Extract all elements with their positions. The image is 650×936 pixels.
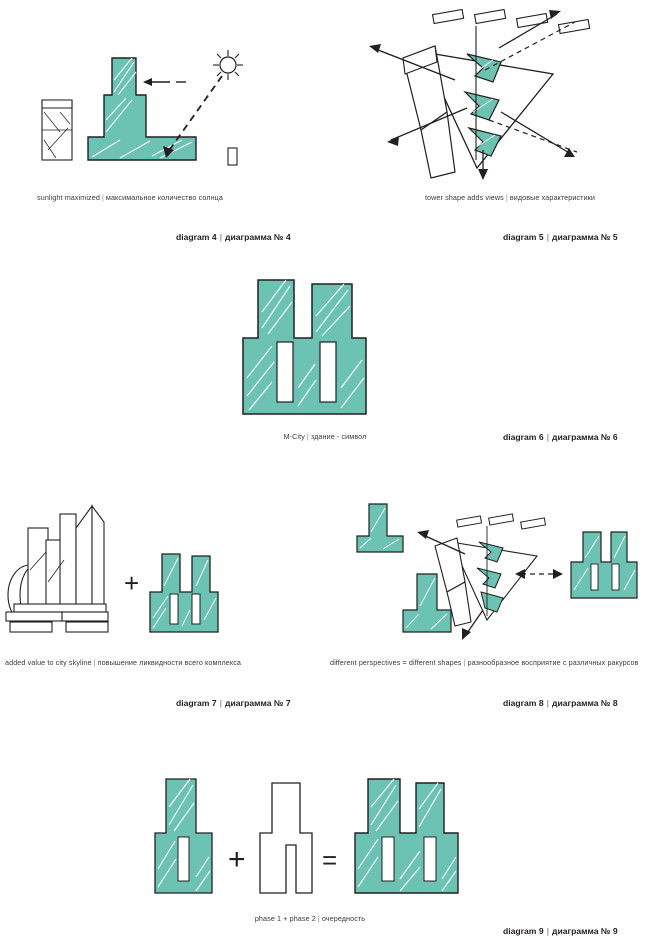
context-bars bbox=[433, 9, 590, 33]
diagram-8-caption: different perspectives = different shapes | разнообразное восприятие с различных ракурсов bbox=[330, 658, 639, 667]
diagram-5-caption: tower shape adds views | видовые характеристики bbox=[424, 193, 596, 202]
caption-en: tower shape adds views bbox=[424, 193, 504, 202]
diagram-4-caption: sunlight maximized | максимальное количество солнца bbox=[37, 193, 223, 202]
diagram-8-label: diagram 8 | диаграмма № 8 bbox=[503, 698, 618, 708]
caption-en: added value to city skyline bbox=[5, 658, 92, 667]
diagram-6-caption: M-City | здание - символ bbox=[283, 432, 367, 441]
adjacent-building bbox=[42, 100, 72, 160]
diagram-7-label: diagram 7 | диаграмма № 7 bbox=[176, 698, 291, 708]
caption-ru: разнообразное восприятие с различных ракурсов bbox=[467, 658, 639, 667]
label-ru: диаграмма № 8 bbox=[552, 698, 618, 708]
phase-1-massing bbox=[155, 779, 212, 893]
diagram-9-caption: phase 1 + phase 2 | очередность bbox=[254, 914, 366, 923]
diagram-4-block bbox=[0, 0, 325, 240]
diagram-6-label: diagram 6 | диаграмма № 6 bbox=[503, 432, 618, 442]
label-en: diagram 6 bbox=[503, 432, 544, 442]
diagram-9-illustration bbox=[0, 745, 650, 905]
diagram-7-caption: added value to city skyline | повышение ликвидности всего комплекса bbox=[5, 658, 241, 667]
phase-2-massing bbox=[260, 783, 312, 893]
label-en: diagram 8 bbox=[503, 698, 544, 708]
caption-ru: повышение ликвидности всего комплекса bbox=[97, 658, 241, 667]
mcity-twin-tower-massing bbox=[243, 280, 366, 414]
direction-arrow bbox=[143, 78, 186, 86]
caption-ru: очередность bbox=[321, 914, 366, 923]
city-skyline-outline bbox=[6, 506, 108, 632]
diagram-8-illustration bbox=[325, 470, 650, 650]
label-ru: диаграмма № 7 bbox=[225, 698, 291, 708]
label-en: diagram 5 bbox=[503, 232, 544, 242]
diagram-4-label: diagram 4 | диаграмма № 4 bbox=[176, 232, 291, 242]
diagram-8-block bbox=[325, 470, 650, 720]
combined-massing bbox=[355, 779, 458, 893]
diagram-4-illustration bbox=[0, 0, 325, 185]
label-ru: диаграмма № 5 bbox=[552, 232, 618, 242]
caption-en: different perspectives = different shapes bbox=[330, 658, 462, 667]
equals-symbol: = bbox=[322, 845, 338, 875]
diagram-9-block bbox=[0, 745, 650, 936]
label-ru: диаграмма № 6 bbox=[552, 432, 618, 442]
massing-view-right bbox=[571, 532, 637, 598]
void-slot-right bbox=[320, 342, 336, 402]
proposed-massing bbox=[150, 554, 218, 632]
diagram-9-label: diagram 9 | диаграмма № 9 bbox=[503, 926, 618, 936]
label-ru: диаграмма № 4 bbox=[225, 232, 291, 242]
diagram-5-illustration bbox=[325, 0, 650, 185]
diagram-7-block bbox=[0, 470, 325, 720]
diagram-5-block bbox=[325, 0, 650, 240]
void-slot-left bbox=[277, 342, 293, 402]
diagram-6-block bbox=[0, 250, 650, 460]
label-en: diagram 7 bbox=[176, 698, 217, 708]
caption-ru: максимальное количество солнца bbox=[105, 193, 223, 202]
diagram-7-illustration bbox=[0, 470, 325, 650]
caption-en: phase 1 + phase 2 bbox=[254, 914, 316, 923]
sun-icon bbox=[213, 50, 243, 80]
caption-ru: видовые характеристики bbox=[509, 193, 596, 202]
label-en: diagram 9 bbox=[503, 926, 544, 936]
site-plan-center bbox=[435, 514, 546, 626]
caption-en: M-City bbox=[283, 432, 305, 441]
caption-ru: здание - символ bbox=[310, 432, 367, 441]
small-context-block bbox=[228, 148, 237, 165]
diagram-6-illustration bbox=[0, 250, 650, 430]
label-en: diagram 4 bbox=[176, 232, 217, 242]
label-ru: диаграмма № 9 bbox=[552, 926, 618, 936]
plus-symbol: + bbox=[124, 568, 140, 598]
plus-symbol: + bbox=[228, 843, 246, 876]
caption-en: sunlight maximized bbox=[37, 193, 100, 202]
massing-view-bottom bbox=[403, 574, 451, 632]
massing-view-top bbox=[357, 504, 403, 552]
diagram-5-label: diagram 5 | диаграмма № 5 bbox=[503, 232, 618, 242]
